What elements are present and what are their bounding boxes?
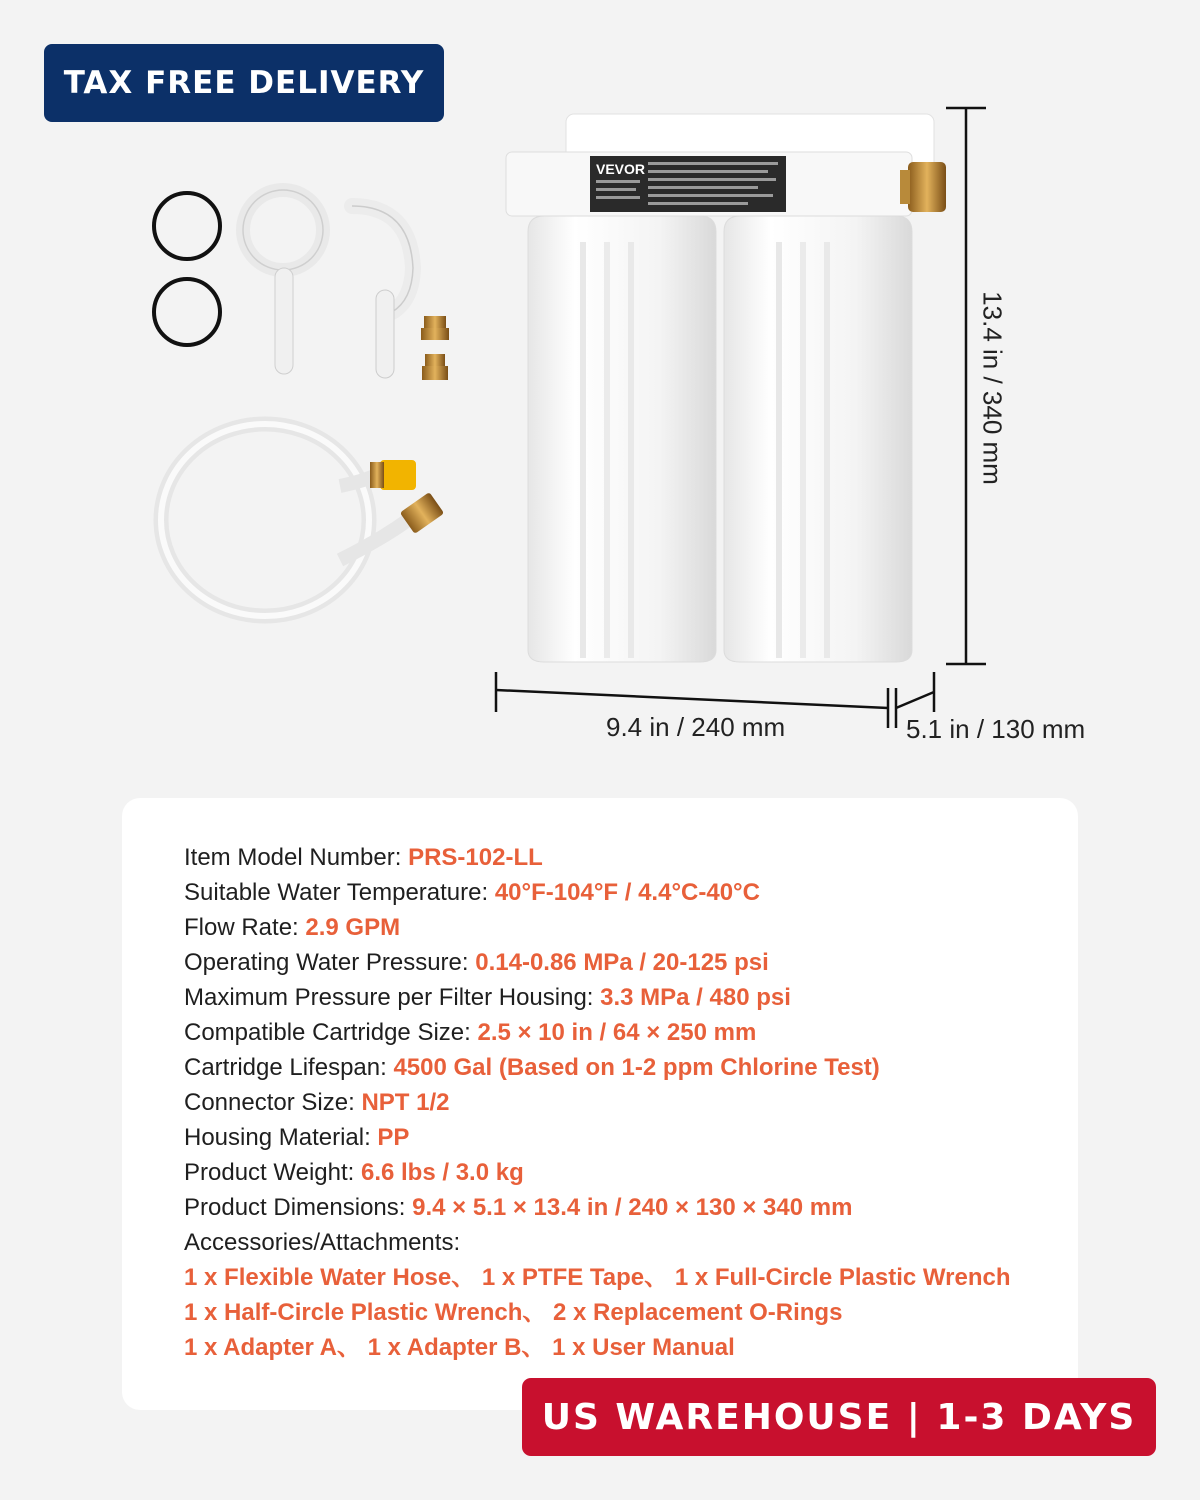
spec-row-cartridge-lifespan bbox=[184, 1050, 1064, 1085]
adapter-b-icon bbox=[422, 354, 448, 380]
tax-free-delivery-badge: TAX FREE DELIVERY bbox=[44, 44, 444, 122]
accessories-heading: Accessories/Attachments: bbox=[184, 1229, 461, 1256]
filter-housing-left bbox=[528, 216, 716, 662]
adapter-a-icon bbox=[421, 316, 449, 340]
spec-label: Connector Size: bbox=[184, 1089, 355, 1116]
water-hose-icon bbox=[161, 424, 444, 616]
spec-label: Housing Material: bbox=[184, 1124, 371, 1151]
spec-value: 40°F-104°F / 4.4°C-40°C bbox=[494, 879, 760, 906]
spec-label: Item Model Number: bbox=[184, 844, 402, 871]
specifications-list bbox=[184, 840, 1064, 1365]
spec-value: 4500 Gal (Based on 1-2 ppm Chlorine Test) bbox=[393, 1054, 880, 1081]
spec-label: Flow Rate: bbox=[184, 914, 299, 941]
half-circle-wrench-icon bbox=[352, 206, 413, 378]
spec-row-flow-rate bbox=[184, 910, 1064, 945]
spec-row-connector-size bbox=[184, 1085, 1064, 1120]
spec-value: 2.9 GPM bbox=[305, 914, 401, 941]
spec-value: 2.5 × 10 in / 64 × 250 mm bbox=[477, 1019, 757, 1046]
us-warehouse-badge: US WAREHOUSE | 1-3 DAYS bbox=[522, 1378, 1156, 1456]
accessories-line: 1 x Flexible Water Hose、 1 x PTFE Tape、 1 x Full-Circle Plastic Wrench bbox=[184, 1264, 1011, 1291]
spec-value: 9.4 × 5.1 × 13.4 in / 240 × 130 × 340 mm bbox=[412, 1194, 853, 1221]
width-dimension-label: 9.4 in / 240 mm bbox=[606, 712, 786, 742]
spec-label: Product Dimensions: bbox=[184, 1194, 406, 1221]
spec-row-cartridge-size bbox=[184, 1015, 1064, 1050]
spec-row-housing-material bbox=[184, 1120, 1064, 1155]
spec-value: PP bbox=[377, 1124, 410, 1151]
spec-row-operating-pressure bbox=[184, 945, 1064, 980]
accessories-line: 1 x Adapter A、 1 x Adapter B、 1 x User Manual bbox=[184, 1334, 735, 1361]
o-ring-icon bbox=[154, 193, 220, 345]
full-circle-wrench-icon bbox=[243, 190, 323, 374]
spec-label: Maximum Pressure per Filter Housing: bbox=[184, 984, 594, 1011]
spec-label: Suitable Water Temperature: bbox=[184, 879, 489, 906]
spec-value: 3.3 MPa / 480 psi bbox=[600, 984, 791, 1011]
filter-housing-right bbox=[724, 216, 912, 662]
spec-value: 6.6 lbs / 3.0 kg bbox=[360, 1159, 524, 1186]
spec-row-max-pressure bbox=[184, 980, 1064, 1015]
spec-value: PRS-102-LL bbox=[408, 844, 543, 871]
spec-label: Operating Water Pressure: bbox=[184, 949, 469, 976]
specifications-card bbox=[122, 798, 1078, 1410]
height-dimension-label: 13.4 in / 340 mm bbox=[977, 291, 1008, 485]
water-filter-system-icon bbox=[506, 114, 946, 662]
spec-value: NPT 1/2 bbox=[361, 1089, 450, 1116]
depth-dimension-label: 5.1 in / 130 mm bbox=[906, 714, 1086, 744]
spec-row-temperature bbox=[184, 875, 1064, 910]
spec-value: 0.14-0.86 MPa / 20-125 psi bbox=[475, 949, 769, 976]
spec-label: Cartridge Lifespan: bbox=[184, 1054, 387, 1081]
spec-row-weight bbox=[184, 1155, 1064, 1190]
accessories-line: 1 x Half-Circle Plastic Wrench、 2 x Replacement O-Rings bbox=[184, 1299, 843, 1326]
spec-row-model bbox=[184, 840, 1064, 875]
spec-label: Product Weight: bbox=[184, 1159, 355, 1186]
spec-row-dimensions bbox=[184, 1190, 1064, 1225]
brand-label: VEVOR bbox=[596, 161, 646, 177]
spec-label: Compatible Cartridge Size: bbox=[184, 1019, 471, 1046]
